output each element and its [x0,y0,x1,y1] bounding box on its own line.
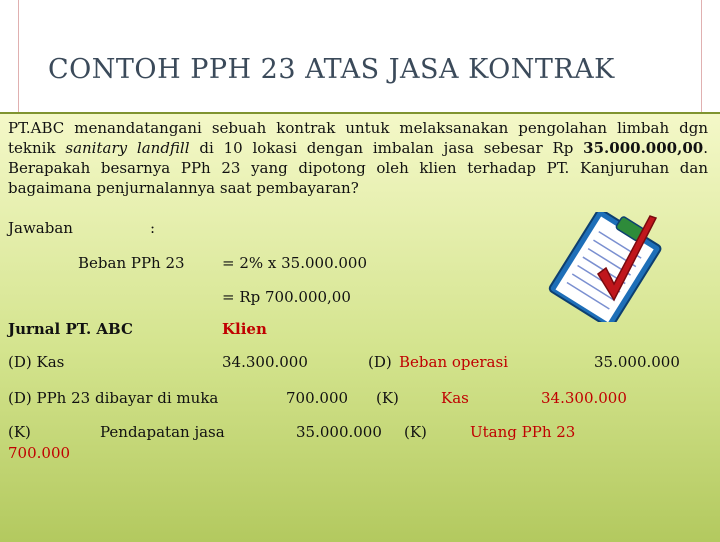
beban-label: Beban PPh 23 [78,254,185,272]
row2-abc-account: (D) PPh 23 dibayar di muka [8,389,219,407]
row2-klien-side: (K) [376,389,399,407]
row1-klien-side: (D) [368,353,392,371]
formula: = 2% x 35.000.000 [222,254,368,272]
journal-abc-header: Jurnal PT. ABC [8,320,133,338]
row1-abc-amount: 34.300.000 [222,353,308,371]
question-text-3: . Berapakah besarnya PPh 23 yang dipotong oleh klien terhadap PT. Kanjuruhan dan bagaimana penjurnalannya saat pembayaran? [8,139,708,197]
row2-klien-account: Kas [441,389,469,407]
row1-klien-amount: 35.000.000 [594,353,680,371]
question-text-2: di 10 lokasi dengan imbalan jasa sebesar Rp [189,139,584,157]
question-amount: 35.000.000,00 [583,139,704,157]
question-italic: sanitary landfill [65,139,190,157]
formula-result: = Rp 700.000,00 [222,288,351,306]
row2-klien-amount: 34.300.000 [541,389,627,407]
row2-abc-amount: 700.000 [286,389,349,407]
answer-colon: : [150,219,156,237]
row3-klien-amount: 700.000 [8,444,71,462]
answer-label: Jawaban [8,219,73,237]
question-paragraph [8,118,708,198]
row1-abc-account: (D) Kas [8,353,65,371]
row3-abc-side: (K) [8,423,31,441]
row3-klien-side: (K) [404,423,427,441]
row1-klien-account: Beban operasi [399,353,508,371]
question-text-1: PT.ABC menandatangani sebuah kontrak untuk melaksanakan pengolahan limbah dgn teknik [8,119,708,157]
row3-abc-amount: 35.000.000 [296,423,382,441]
journal-klien-header: Klien [222,320,267,338]
row3-abc-account: Pendapatan jasa [100,423,225,441]
clipboard-checkmark-icon [528,212,678,322]
slide-title: CONTOH PPH 23 ATAS JASA KONTRAK [48,54,615,85]
row3-klien-account: Utang PPh 23 [470,423,576,441]
